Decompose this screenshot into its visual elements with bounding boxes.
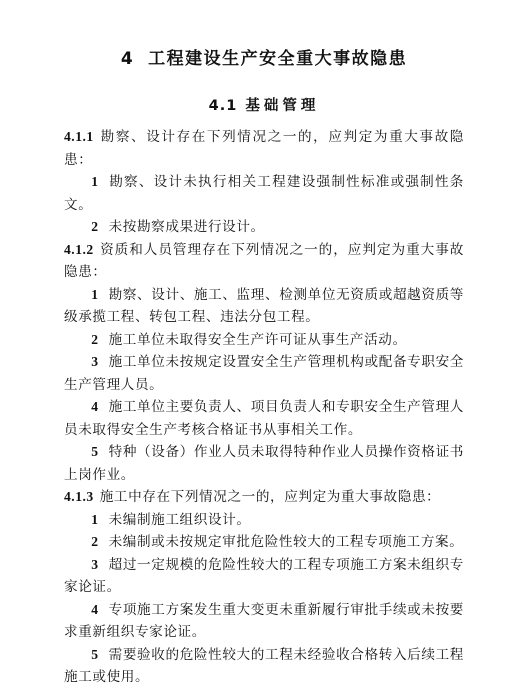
clause-text: 勘察、设计存在下列情况之一的，应判定为重大事故隐患： — [64, 129, 464, 168]
list-item — [64, 441, 464, 486]
list-item — [64, 531, 464, 554]
item-number: 1 — [91, 511, 99, 527]
item-text: 未按勘察成果进行设计。 — [108, 219, 265, 235]
item-number: 2 — [91, 331, 99, 347]
item-number: 1 — [91, 174, 99, 189]
item-text: 需要验收的危险性较大的工程未经验收合格转入后续工程施工或使用。 — [64, 646, 464, 685]
section-title-text: 基础管理 — [245, 98, 320, 114]
item-number: 2 — [91, 219, 99, 234]
list-item — [64, 554, 464, 599]
list-item — [64, 284, 464, 329]
list-item — [64, 599, 464, 644]
item-text: 超过一定规模的危险性较大的工程专项施工方案未组织专家论证。 — [64, 556, 464, 595]
list-item — [64, 171, 464, 216]
item-text: 勘察、设计、施工、监理、检测单位无资质或超越资质等级承揽工程、转包工程、违法分包工程。 — [64, 286, 464, 325]
item-number: 1 — [91, 286, 99, 302]
item-number: 4 — [91, 601, 99, 617]
clause-text: 施工中存在下列情况之一的，应判定为重大事故隐患： — [99, 489, 441, 505]
item-number: 3 — [91, 556, 99, 572]
clause-4-1-1 — [64, 126, 464, 171]
clause-number: 4.1.3 — [64, 489, 94, 504]
list-item — [64, 351, 464, 396]
clause-number: 4.1.1 — [64, 129, 94, 144]
item-text: 施工单位未按规定设置安全生产管理机构或配备专职安全生产管理人员。 — [64, 354, 464, 393]
list-item — [64, 396, 464, 441]
chapter-title-text: 工程建设生产安全重大事故隐患 — [148, 49, 408, 69]
list-item — [64, 509, 464, 532]
clause-number: 4.1.2 — [64, 241, 94, 257]
list-item — [64, 216, 464, 239]
item-text: 未编制或未按规定审批危险性较大的工程专项施工方案。 — [108, 534, 464, 550]
item-text: 专项施工方案发生重大变更未重新履行审批手续或未按要求重新组织专家论证。 — [64, 601, 464, 640]
clause-text: 资质和人员管理存在下列情况之一的，应判定为重大事故隐患： — [64, 241, 464, 280]
item-text: 特种（设备）作业人员未取得特种作业人员操作资格证书上岗作业。 — [64, 444, 464, 483]
item-number: 5 — [91, 646, 99, 662]
item-text: 施工单位主要负责人、项目负责人和专职安全生产管理人员未取得安全生产考核合格证书从事相关工作。 — [64, 399, 464, 438]
section-number: 4.1 — [208, 98, 238, 114]
item-text: 未编制施工组织设计。 — [108, 511, 251, 528]
list-item — [64, 329, 464, 352]
section-title — [64, 96, 464, 116]
item-number: 3 — [91, 354, 99, 369]
chapter-title — [64, 48, 464, 70]
item-text: 施工单位未取得安全生产许可证从事生产活动。 — [108, 331, 407, 348]
chapter-number: 4 — [120, 49, 135, 69]
item-number: 4 — [91, 399, 99, 414]
clause-4-1-3 — [64, 486, 464, 509]
list-item — [64, 644, 464, 689]
item-number: 2 — [91, 534, 99, 549]
item-text: 勘察、设计未执行相关工程建设强制性标准或强制性条文。 — [64, 174, 464, 213]
clause-4-1-2 — [64, 239, 464, 284]
item-number: 5 — [91, 444, 99, 459]
